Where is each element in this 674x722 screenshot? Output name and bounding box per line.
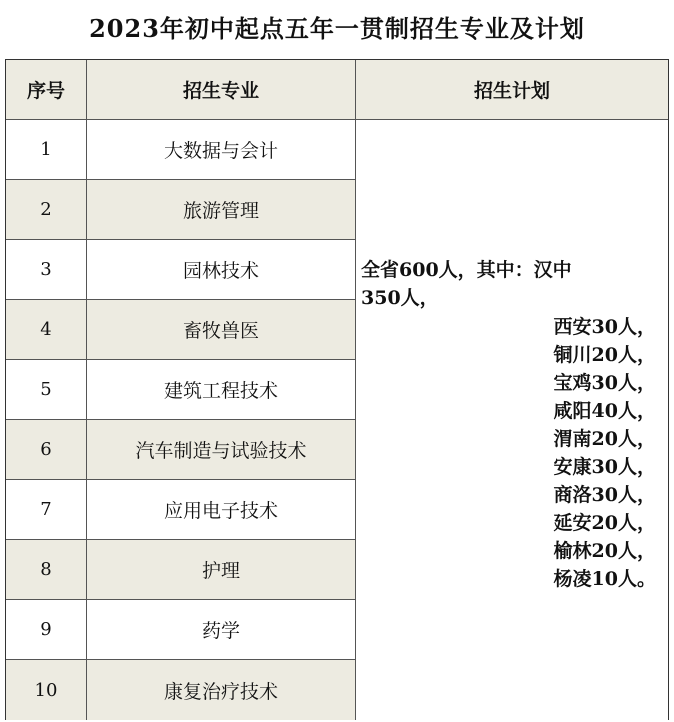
row-seq: 9: [6, 600, 87, 660]
header-major: 招生专业: [87, 60, 356, 120]
row-major: 畜牧兽医: [87, 300, 356, 360]
row-seq: 8: [6, 540, 87, 600]
plan-region-item: 延安20人，: [553, 512, 656, 534]
row-seq: 4: [6, 300, 87, 360]
page-title: 2023年初中起点五年一贯制招生专业及计划: [89, 14, 585, 43]
row-major: 大数据与会计: [87, 120, 356, 180]
row-major: 药学: [87, 600, 356, 660]
row-seq: 3: [6, 240, 87, 300]
row-major: 应用电子技术: [87, 480, 356, 540]
plan-region-item: 榆林20人，: [553, 540, 656, 562]
row-seq: 1: [6, 120, 87, 180]
plan-intro: 全省600人，其中：汉中350人，: [361, 259, 572, 309]
header-seq: 序号: [6, 60, 87, 120]
row-major: 护理: [87, 540, 356, 600]
plan-cell: [356, 120, 668, 720]
plan-region-item: 铜川20人，: [553, 344, 656, 366]
plan-region-item: 宝鸡30人，: [553, 372, 656, 394]
plan-region-item: 安康30人，: [553, 456, 656, 478]
row-seq: 10: [6, 660, 87, 720]
row-major: 园林技术: [87, 240, 356, 300]
plan-region-item: 杨凌10人。: [553, 568, 656, 590]
plan-region-item: 咸阳40人，: [553, 400, 656, 422]
plan-region-list: [554, 313, 656, 593]
header-plan: 招生计划: [356, 60, 668, 120]
row-seq: 5: [6, 360, 87, 420]
row-seq: 6: [6, 420, 87, 480]
row-major: 康复治疗技术: [87, 660, 356, 720]
row-seq: 7: [6, 480, 87, 540]
row-major: 建筑工程技术: [87, 360, 356, 420]
enrollment-table: [5, 59, 669, 720]
plan-region-item: 渭南20人，: [553, 428, 656, 450]
plan-region-item: 西安30人，: [553, 316, 656, 338]
row-seq: 2: [6, 180, 87, 240]
row-major: 汽车制造与试验技术: [87, 420, 356, 480]
row-major: 旅游管理: [87, 180, 356, 240]
plan-region-item: 商洛30人，: [553, 484, 656, 506]
